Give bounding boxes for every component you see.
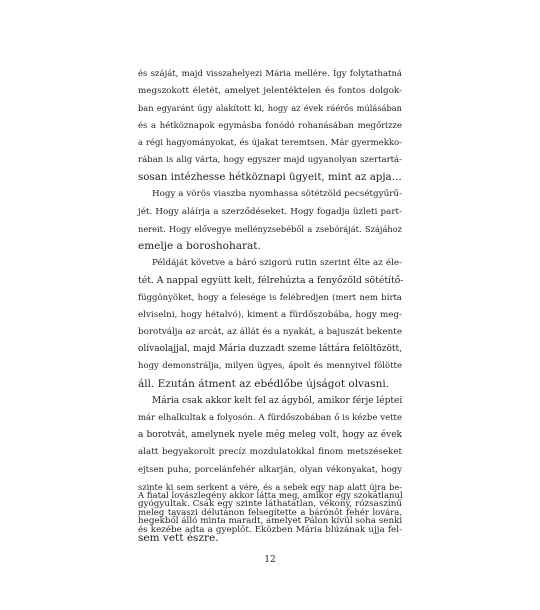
text-line: Hogy a vörös viaszba nyomhassa sötétzöld pecsétgyűrű- bbox=[152, 189, 402, 200]
text-line: áll. Ezután átment az ebédlőbe újságot olvasni. bbox=[138, 377, 390, 390]
text-line: Példáját követve a báró szigorú rutin szerint élte az éle- bbox=[152, 258, 402, 269]
text-line: és száját, majd visszahelyezi Mária mellére. Így folytathatná bbox=[138, 69, 402, 79]
text-line: jét. Hogy aláírja a szerződéseket. Hogy fogadja üzleti part- bbox=[138, 206, 402, 217]
text-line: a régi hagyományokat, és újakat teremtsen. Már gyermekko- bbox=[138, 137, 402, 148]
text-line: emelje a boroshoharat. bbox=[138, 239, 261, 252]
text-line: szinte ki sem serkent a vére, és a sebek egy nap alatt újra be- bbox=[138, 481, 402, 492]
text-line: megszokott életét, amelyet jelentéktelen és fontos dolgok- bbox=[138, 86, 402, 97]
text-line: sem vett észre. bbox=[138, 532, 219, 545]
text-line: borotválja az arcát, az állát és a nyakát, a bajuszát bekente bbox=[138, 326, 402, 337]
text-line: A fiatal lovászlegény akkor látta meg, amikor egy szokatlanul bbox=[138, 491, 403, 501]
text-line: már elhalkultak a folyosón. A fürdőszobában ő is kézbe vette bbox=[138, 412, 402, 423]
text-line: alatt begyakorolt precíz mozdulatokkal finom metszéseket bbox=[138, 447, 402, 458]
text-line: és kezébe adta a gyeplőt. Eközben Mária blúzának ujja fel- bbox=[138, 525, 402, 536]
text-line: rában is alig várta, hogy egyszer majd ugyanolyan szertartá- bbox=[138, 155, 402, 165]
text-line: meleg tavaszi délutánon felsegítette a bárónőt fehér lovára, bbox=[138, 508, 402, 519]
text-line: tét. A nappal együtt kelt, félrehúzta a fenyőzöld sötétítő- bbox=[138, 275, 404, 287]
text-line: ejtsen puha, porcelánfehér alkarján, olyan vékonyakat, hogy bbox=[138, 464, 402, 475]
text-line: függönyöket, hogy a felesége is felébredjen (mert nem bírta bbox=[138, 292, 402, 303]
page-number: 12 bbox=[264, 555, 276, 565]
text-line: Mária csak akkor kelt fel az ágyból, amikor férje léptei bbox=[152, 395, 403, 406]
text-line: sosan intézhesse hétköznapi ügyeit, mint az apja… bbox=[138, 171, 402, 184]
text-line: gyógyultak. Csak egy szinte láthatatlan, vékony, rózsaszínű bbox=[138, 498, 402, 509]
text-line: a borotvát, amelynek nyele még meleg volt, hogy az évek bbox=[138, 430, 402, 441]
text-line: nereit. Hogy elővegye mellényzsebéből a zsebóráját. Szájához bbox=[138, 223, 402, 234]
text-line: és a hétköznapok egymásba fonódó rohanásában megőrizze bbox=[138, 120, 402, 131]
text-line: ban egyaránt úgy alakított ki, hogy az évek ráérős múlásában bbox=[138, 103, 402, 114]
text-line: olívaolajjal, majd Mária duzzadt szeme láttára felöltözött, bbox=[138, 344, 402, 355]
text-line: elviselni, hogy hétalvó), kiment a fürdőszobába, hogy meg- bbox=[138, 309, 402, 320]
text-line: hogy demonstrálja, milyen ügyes, ápolt és mennyivel fölötte bbox=[138, 361, 402, 372]
text-line: hegekből álló minta maradt, amelyet Pálon kívül soha senki bbox=[138, 516, 403, 527]
